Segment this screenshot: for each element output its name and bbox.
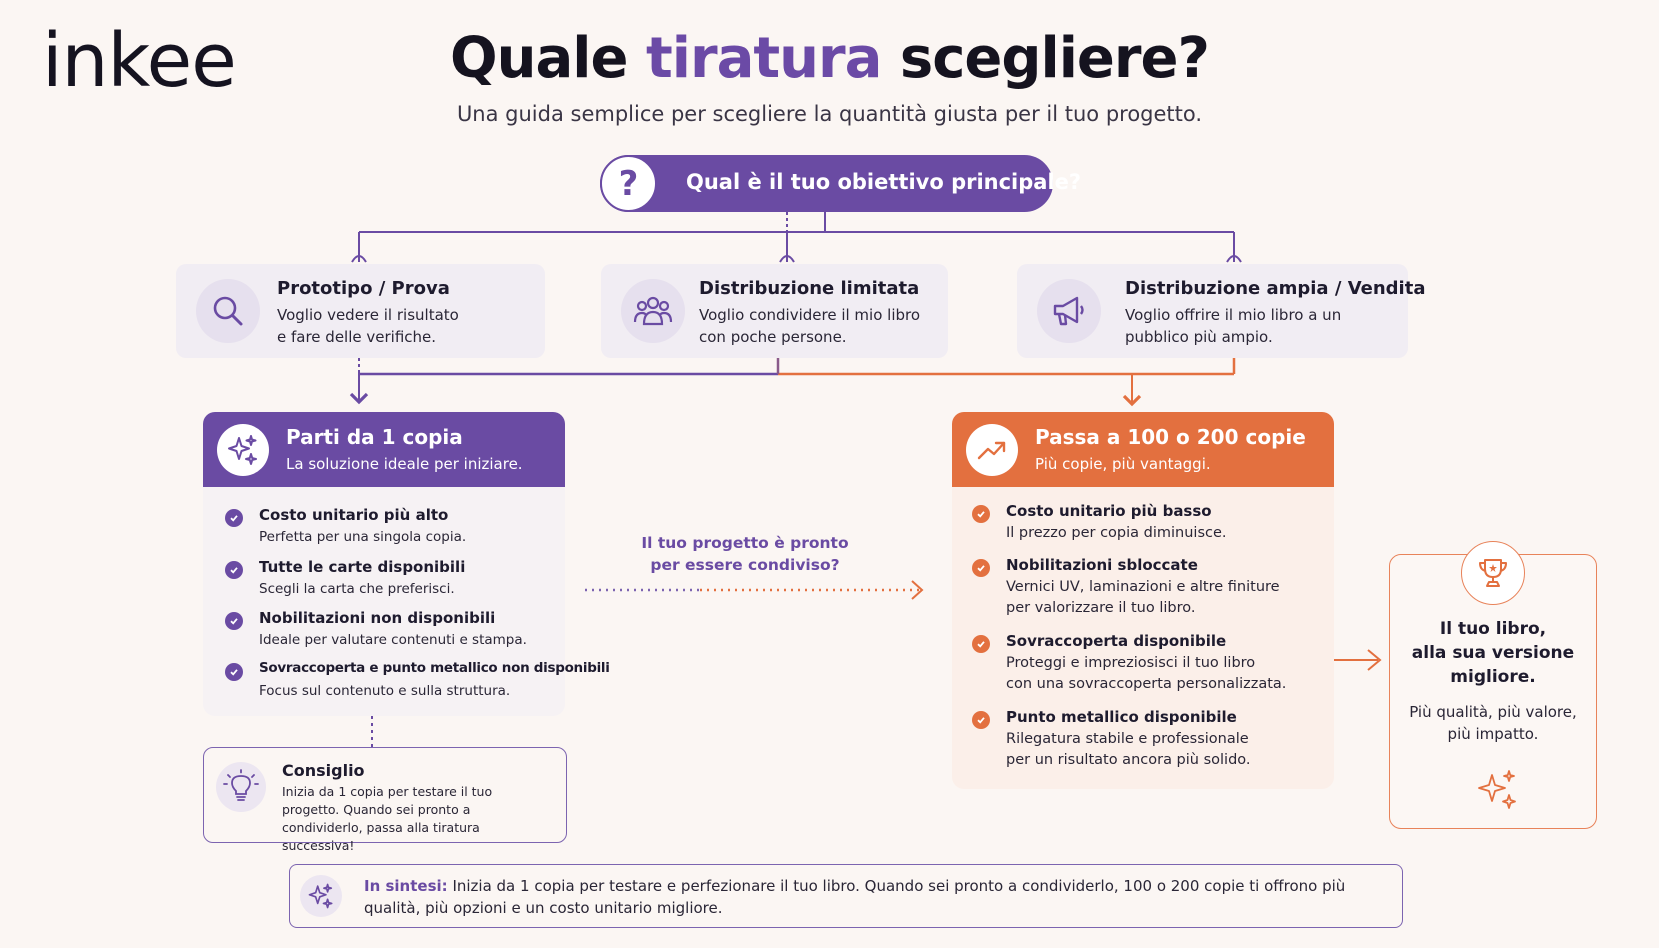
people-icon [621, 279, 685, 343]
feature-desc: Focus sul contenuto e sulla struttura. [259, 683, 511, 699]
result-title-line: migliore. [1450, 667, 1536, 687]
feature-desc [1006, 653, 1286, 695]
goal-title: Distribuzione limitata [699, 278, 920, 299]
feature-desc-line: per valorizzare il tuo libro. [1006, 600, 1196, 616]
ready-to-share-arrow [585, 581, 922, 599]
feature-desc [1006, 577, 1280, 619]
feature-title: Nobilitazioni sbloccate [1006, 556, 1198, 574]
goal-desc-line: Voglio offrire il mio libro a un [1125, 306, 1342, 324]
option-one-copy-card [203, 412, 610, 716]
option-subtitle: Più copie, più vantaggi. [1035, 455, 1211, 473]
title-accent: tiratura [645, 26, 882, 91]
page-subtitle: Una guida semplice per scegliere la quantità giusta per il tuo progetto. [456, 102, 1203, 126]
goal-description [1125, 304, 1341, 348]
question-to-goals-connector [352, 212, 1241, 262]
feature-title: Costo unitario più alto [259, 506, 449, 524]
question-mark-icon: ? [600, 155, 657, 212]
goal-wide-distribution [1017, 264, 1426, 358]
feature-title: Costo unitario più basso [1006, 502, 1212, 520]
sparkles-icon [217, 424, 269, 476]
prompt-line: per essere condiviso? [650, 556, 840, 574]
goal-description [699, 304, 920, 348]
check-icon [225, 561, 243, 579]
feature-title: Sovraccoperta e punto metallico non disponibili [259, 660, 610, 676]
summary-label: In sintesi: [364, 877, 448, 895]
distribution-to-many-copies-connector [359, 358, 1234, 404]
option-many-copies-card [952, 412, 1334, 789]
ready-to-share-prompt [620, 532, 870, 576]
question-text: Qual è il tuo obiettivo principale? [686, 170, 1082, 194]
result-title-line: Il tuo libro, [1439, 619, 1547, 639]
check-icon [972, 635, 990, 653]
check-icon [225, 509, 243, 527]
goal-prototype [176, 264, 545, 358]
lightbulb-icon [216, 762, 266, 812]
option-many-copies-header [952, 412, 1334, 487]
feature-title: Tutte le carte disponibili [259, 558, 466, 576]
result-description [1390, 701, 1596, 745]
option-subtitle: La soluzione ideale per iniziare. [286, 455, 523, 473]
check-icon [972, 711, 990, 729]
feature-title: Nobilitazioni non disponibili [259, 609, 496, 627]
feature-desc: Perfetta per una singola copia. [259, 529, 467, 545]
brand-logo: inkee [42, 18, 236, 104]
many-copies-to-result-arrow [1334, 650, 1380, 670]
feature-desc-line: con una sovraccoperta personalizzata. [1006, 676, 1287, 692]
goal-title: Distribuzione ampia / Vendita [1125, 278, 1426, 299]
feature-title: Punto metallico disponibile [1006, 708, 1237, 726]
summary-body: Inizia da 1 copia per testare e perfezionare il tuo libro. Quando sei pronto a condividerlo, 100 o 200 copie ti offrono più qualità, più opzioni e un costo unitario migliore. [364, 877, 1346, 917]
feature-desc-line: Rilegatura stabile e professionale [1006, 731, 1249, 747]
feature-desc-line: per un risultato ancora più solido. [1006, 752, 1251, 768]
prompt-line: Il tuo progetto è pronto [641, 534, 849, 552]
magnifier-icon [196, 279, 260, 343]
title-part-1: Quale [450, 26, 628, 91]
goal-title: Prototipo / Prova [277, 278, 450, 299]
result-title [1390, 617, 1596, 689]
feature-desc: Scegli la carta che preferisci. [259, 581, 455, 597]
feature-desc-line: Vernici UV, laminazioni e altre finiture [1006, 579, 1280, 595]
check-icon [972, 505, 990, 523]
goal-desc-line: Voglio condividere il mio libro [699, 306, 921, 324]
goal-desc-line: pubblico più ampio. [1125, 328, 1273, 346]
goal-desc-line: Voglio vedere il risultato [277, 306, 459, 324]
check-icon [225, 612, 243, 630]
check-icon [972, 559, 990, 577]
tip-title: Consiglio [282, 761, 365, 780]
megaphone-icon [1037, 279, 1101, 343]
feature-title: Sovraccoperta disponibile [1006, 632, 1227, 650]
result-desc-line: più impatto. [1447, 725, 1539, 743]
result-title-line: alla sua versione [1411, 643, 1575, 663]
summary-box [289, 864, 1403, 928]
sparkles-icon [300, 875, 342, 917]
title-part-2: scegliere? [899, 26, 1209, 91]
result-desc-line: Più qualità, più valore, [1409, 703, 1577, 721]
option-title: Passa a 100 o 200 copie [1035, 425, 1306, 449]
trend-up-icon [966, 424, 1018, 476]
sparkles-icon [1476, 767, 1520, 815]
tip-text: Inizia da 1 copia per testare il tuo progetto. Quando sei pronto a condividerlo, passa alla tiratura successiva! [282, 784, 493, 853]
trophy-icon [1461, 541, 1525, 605]
summary-text [364, 875, 1384, 919]
goal-desc-line: con poche persone. [699, 328, 847, 346]
feature-desc [1006, 729, 1251, 771]
goal-limited-distribution [601, 264, 948, 358]
goal-desc-line: e fare delle verifiche. [277, 328, 437, 346]
option-one-copy-header [203, 412, 565, 487]
check-icon [225, 663, 243, 681]
result-box [1389, 554, 1597, 829]
main-question [600, 155, 1082, 212]
page-title [0, 26, 1659, 91]
feature-desc: Il prezzo per copia diminuisce. [1006, 525, 1227, 541]
goal-description [277, 304, 459, 348]
feature-desc: Ideale per valutare contenuti e stampa. [259, 632, 527, 648]
tip-box [203, 747, 567, 853]
feature-desc-line: Proteggi e impreziosisci il tuo libro [1006, 655, 1256, 671]
option-title: Parti da 1 copia [286, 425, 463, 449]
